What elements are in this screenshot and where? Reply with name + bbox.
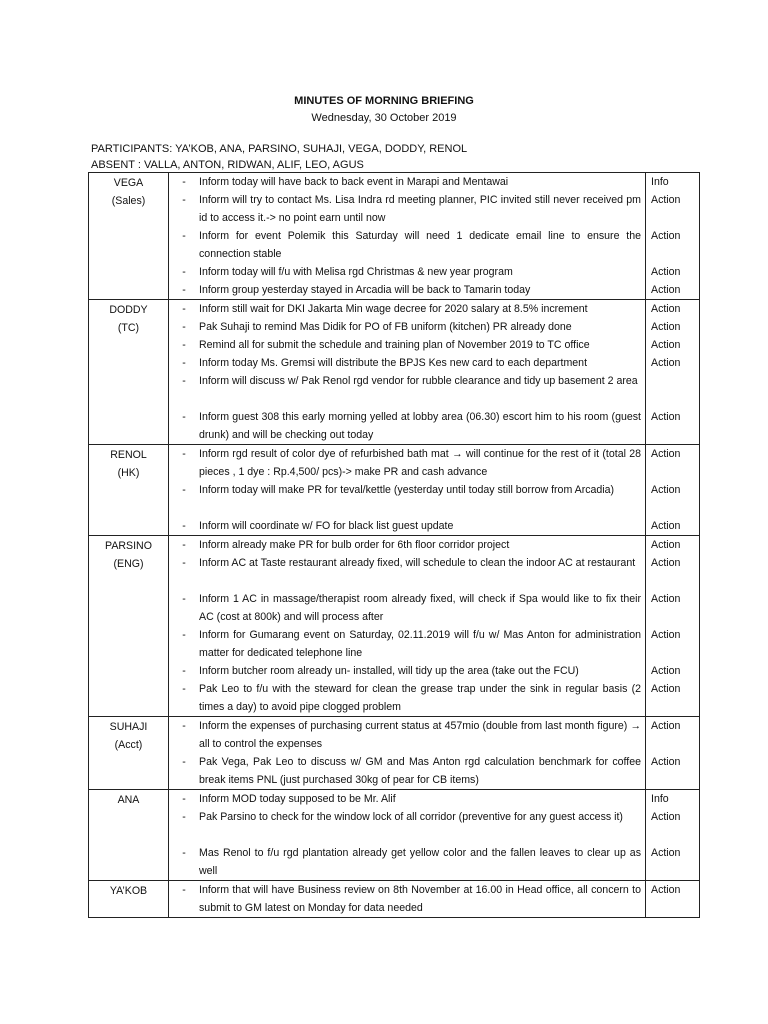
person-cell xyxy=(89,300,169,445)
bullet-dash: - xyxy=(182,793,186,805)
bullet-dash: - xyxy=(182,339,186,351)
bullet-dash: - xyxy=(182,683,186,695)
bullet-dash: - xyxy=(182,520,186,532)
section-row xyxy=(89,300,700,445)
item-status: Action xyxy=(651,194,681,206)
minute-item xyxy=(169,517,645,535)
person-name: YA’KOB xyxy=(109,885,148,897)
person-name: VEGA xyxy=(113,177,144,189)
item-status: Info xyxy=(651,176,669,188)
person-cell xyxy=(89,717,169,790)
minute-item xyxy=(169,844,645,880)
bullet-dash: - xyxy=(182,266,186,278)
item-status xyxy=(646,372,699,408)
participants-line: PARTICIPANTS: YA’KOB, ANA, PARSINO, SUHAJI, VEGA, DODDY, RENOL xyxy=(91,143,468,155)
minute-item xyxy=(169,336,645,354)
item-status: Action xyxy=(651,321,681,333)
item-status: Action xyxy=(651,448,681,460)
section-row xyxy=(89,445,700,536)
item-text: Inform the expenses of purchasing current status at 457mio (double from last month figure) → all to control the expenses xyxy=(199,720,641,750)
item-text: Inform MOD today supposed to be Mr. Alif xyxy=(199,793,396,805)
item-status: Action xyxy=(651,665,681,677)
items-cell xyxy=(169,445,646,536)
bullet-dash: - xyxy=(182,811,186,823)
minute-item xyxy=(169,790,645,808)
item-text: Inform AC at Taste restaurant already fixed, will schedule to clean the indoor AC at restaurant xyxy=(199,557,636,569)
item-text: Pak Vega, Pak Leo to discuss w/ GM and Mas Anton rgd calculation benchmark for coffee break items PNL (just purchased 30kg of pear for CB items) xyxy=(199,756,641,786)
minute-item xyxy=(169,590,645,626)
minute-item xyxy=(169,300,645,318)
item-status: Action xyxy=(651,756,681,768)
item-text: Inform for event Polemik this Saturday will need 1 dedicate email line to ensure the connection stable xyxy=(199,230,641,260)
status-cell xyxy=(646,717,700,790)
section-row xyxy=(89,173,700,300)
meeting-date: Wednesday, 30 October 2019 xyxy=(311,112,457,124)
person-name: ANA xyxy=(117,794,140,806)
item-status: Action xyxy=(651,411,681,423)
bullet-dash: - xyxy=(182,484,186,496)
item-status: Action xyxy=(651,520,681,532)
minutes-table xyxy=(88,172,700,918)
minute-item xyxy=(169,717,645,753)
status-cell xyxy=(646,173,700,300)
item-status: Action xyxy=(651,230,681,242)
item-text: Inform group yesterday stayed in Arcadia will be back to Tamarin today xyxy=(199,284,531,296)
item-status: Action xyxy=(651,339,681,351)
item-text: Inform will discuss w/ Pak Renol rgd vendor for rubble clearance and tidy up basement 2 area xyxy=(199,375,638,387)
item-status: Action xyxy=(651,811,681,823)
bullet-dash: - xyxy=(182,284,186,296)
item-status: Action xyxy=(651,266,681,278)
items-cell xyxy=(169,173,646,300)
minute-item xyxy=(169,281,645,299)
bullet-dash: - xyxy=(182,557,186,569)
item-status: Action xyxy=(651,539,681,551)
minute-item xyxy=(169,408,645,444)
item-text: Inform still wait for DKI Jakarta Min wage decree for 2020 salary at 8.5% increment xyxy=(199,303,588,315)
status-cell xyxy=(646,300,700,445)
section-row xyxy=(89,881,700,918)
item-text: Inform today will have back to back event in Marapi and Mentawai xyxy=(199,176,509,188)
bullet-dash: - xyxy=(182,720,186,732)
minute-item xyxy=(169,808,645,844)
bullet-dash: - xyxy=(182,847,186,859)
person-cell xyxy=(89,536,169,717)
item-status: Action xyxy=(651,357,681,369)
item-status: Action xyxy=(651,683,681,695)
person-name: SUHAJI xyxy=(109,721,148,733)
minute-item xyxy=(169,626,645,662)
item-status: Action xyxy=(651,557,681,569)
minute-item xyxy=(169,554,645,590)
bullet-dash: - xyxy=(182,539,186,551)
bullet-dash: - xyxy=(182,448,186,460)
item-text: Inform rgd result of color dye of refurbished bath mat → will continue for the rest of it (total 28 pieces , 1 dye : Rp.4,500/ pcs)-> make PR and cash advance xyxy=(199,448,641,478)
person-name: PARSINO xyxy=(105,540,152,552)
items-cell xyxy=(169,717,646,790)
minute-item xyxy=(169,753,645,789)
minute-item xyxy=(169,881,645,917)
minute-item xyxy=(169,191,645,227)
item-status: Action xyxy=(651,847,681,859)
item-text: Pak Parsino to check for the window lock of all corridor (preventive for any guest access it) xyxy=(199,811,623,823)
item-text: Inform that will have Business review on 8th November at 16.00 in Head office, all concern to submit to GM latest on Monday for data needed xyxy=(199,884,641,914)
item-text: Inform will coordinate w/ FO for black list guest update xyxy=(199,520,454,532)
minute-item xyxy=(169,372,645,408)
status-cell xyxy=(646,790,700,881)
person-cell xyxy=(89,445,169,536)
document-title: MINUTES OF MORNING BRIEFING xyxy=(294,95,474,107)
person-cell xyxy=(89,173,169,300)
minute-item xyxy=(169,318,645,336)
status-cell xyxy=(646,536,700,717)
person-department: (HK) xyxy=(117,467,140,479)
item-status: Action xyxy=(651,593,681,605)
minute-item xyxy=(169,445,645,481)
bullet-dash: - xyxy=(182,230,186,242)
status-cell xyxy=(646,881,700,918)
item-text: Inform today will make PR for teval/kettle (yesterday until today still borrow from Arcadia) xyxy=(199,484,615,496)
item-text: Inform 1 AC in massage/therapist room already fixed, will check if Spa would like to fix their AC (cost at 800k) and will process after xyxy=(199,593,641,623)
person-name: RENOL xyxy=(110,449,147,461)
items-cell xyxy=(169,790,646,881)
absent-line: ABSENT : VALLA, ANTON, RIDWAN, ALIF, LEO, AGUS xyxy=(91,159,364,171)
item-text: Inform for Gumarang event on Saturday, 02.11.2019 will f/u w/ Mas Anton for administration matter for dedicated telephone line xyxy=(199,629,641,659)
person-name: DODDY xyxy=(109,304,148,316)
minute-item xyxy=(169,481,645,517)
bullet-dash: - xyxy=(182,303,186,315)
item-status: Action xyxy=(651,629,681,641)
item-status: Action xyxy=(651,720,681,732)
minute-item xyxy=(169,263,645,281)
minute-item xyxy=(169,536,645,554)
item-text: Pak Leo to f/u with the steward for clean the grease trap under the sink in regular basis (2 times a day) to avoid pipe clogged problem xyxy=(199,683,641,713)
item-status: Info xyxy=(651,793,669,805)
person-cell xyxy=(89,790,169,881)
bullet-dash: - xyxy=(182,375,186,387)
bullet-dash: - xyxy=(182,665,186,677)
section-row xyxy=(89,790,700,881)
bullet-dash: - xyxy=(182,411,186,423)
bullet-dash: - xyxy=(182,194,186,206)
bullet-dash: - xyxy=(182,176,186,188)
item-text: Inform will try to contact Ms. Lisa Indra rd meeting planner, PIC invited still never received pm id to access it.-> no point earn until now xyxy=(199,194,641,224)
item-text: Inform today will f/u with Melisa rgd Christmas & new year program xyxy=(199,266,513,278)
item-status: Action xyxy=(651,303,681,315)
bullet-dash: - xyxy=(182,357,186,369)
items-cell xyxy=(169,536,646,717)
person-department: (ENG) xyxy=(113,558,144,570)
person-cell xyxy=(89,881,169,918)
item-status: Action xyxy=(651,884,681,896)
person-department: (TC) xyxy=(117,322,140,334)
status-cell xyxy=(646,445,700,536)
item-text: Remind all for submit the schedule and training plan of November 2019 to TC office xyxy=(199,339,590,351)
bullet-dash: - xyxy=(182,756,186,768)
section-row xyxy=(89,717,700,790)
section-row xyxy=(89,536,700,717)
minute-item xyxy=(169,354,645,372)
minute-item xyxy=(169,662,645,680)
item-text: Mas Renol to f/u rgd plantation already get yellow color and the fallen leaves to clear up as well xyxy=(199,847,641,877)
bullet-dash: - xyxy=(182,629,186,641)
item-text: Inform guest 308 this early morning yelled at lobby area (06.30) escort him to his room (guest drunk) and will be checking out today xyxy=(199,411,641,441)
bullet-dash: - xyxy=(182,321,186,333)
item-status: Action xyxy=(651,484,681,496)
minute-item xyxy=(169,680,645,716)
item-text: Pak Suhaji to remind Mas Didik for PO of FB uniform (kitchen) PR already done xyxy=(199,321,572,333)
minute-item xyxy=(169,227,645,263)
person-department: (Sales) xyxy=(111,195,146,207)
item-text: Inform already make PR for bulb order for 6th floor corridor project xyxy=(199,539,510,551)
item-text: Inform today Ms. Gremsi will distribute the BPJS Kes new card to each department xyxy=(199,357,588,369)
bullet-dash: - xyxy=(182,884,186,896)
items-cell xyxy=(169,300,646,445)
minute-item xyxy=(169,173,645,191)
item-text: Inform butcher room already un- installed, will tidy up the area (take out the FCU) xyxy=(199,665,579,677)
bullet-dash: - xyxy=(182,593,186,605)
person-department: (Acct) xyxy=(114,739,143,751)
item-status: Action xyxy=(651,284,681,296)
items-cell xyxy=(169,881,646,918)
